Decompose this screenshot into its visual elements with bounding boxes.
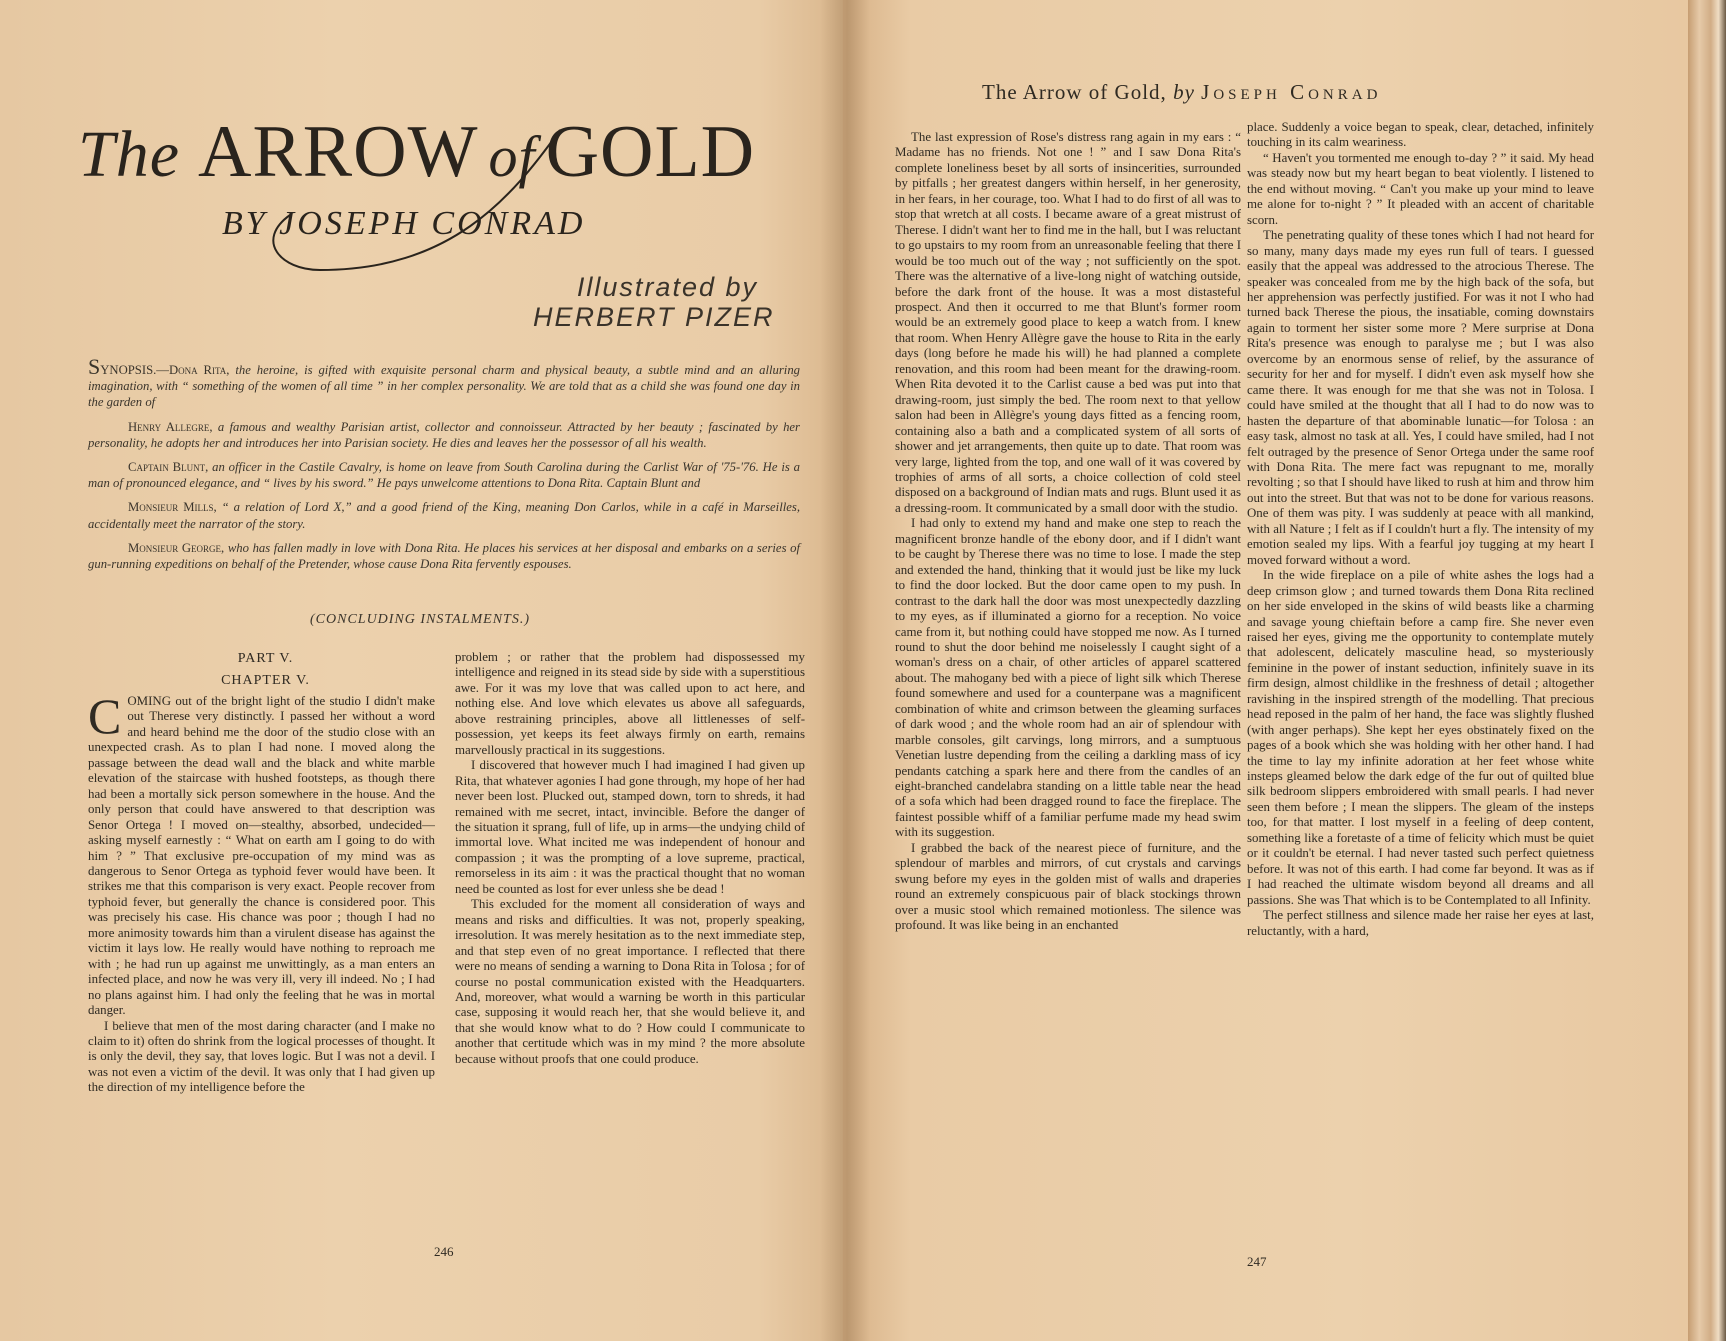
body-paragraph: The last expression of Rose's distress rang again in my ears : “ Madame has no friends. Not one ! ” and I saw Dona Rita's complete loneliness beset by all sorts of insincerities, surrounded by pitfalls ; her greatest dangers within herself, in her generosity, in her fears, in her courage, too. What I had to do first of all was to stop that wretch at all costs. I became aware of a great mistrust of Therese. I didn't want her to find me in the hall, but I was reluctant to go upstairs to my room from an unreasonable feeling that there I would be too much out of the way ; not sufficiently on the spot. There was the alternative of a live-long night of watching outside, before the dark front of the house. It was a most distasteful prospect. And then it occurred to me that Blunt's former room would be an extremely good place to keep a watch from. I knew that room. When Henry Allègre gave the house to Rita in the early days (long before he made his will) he had planned a complete renovation, and this room had been meant for the drawing-room. When Rita devoted it to the Carlist cause a bed was put into that drawing-room, just simply the bed. The room next to that yellow salon had been in Allègre's young days fitted as a fencing room, containing also a bath and a complicated system of all sorts of shower and jet arrangements, then quite up to date. That room was very large, lighted from the top, and one wall of it was covered by trophies of arms of all sorts, a choice collection of cold steel disposed on a background of Indian mats and rugs. Blunt used it as a dressing-room. It communicated by a small door with the studio. [895, 130, 1241, 515]
left-column-2 [455, 650, 805, 1234]
story-title [78, 112, 818, 192]
body-paragraph: The penetrating quality of these tones which I had not heard for so many, many days made my eyes run full of tears. I guessed easily that the appeal was addressed to the atrocious Therese. The speaker was concealed from me by the high back of the sofa, but her apprehension was perfectly justified. For was it not I who had turned back Therese the pious, the insatiable, coming downstairs again to torment her sister some more ? Mere surprise at Dona Rita's presence was enough to paralyse me ; but I was also overcome by an enormous sense of relief, by the assurance of security for her and for myself. I didn't even ask myself how she came there. It was enough for me that she was not in Tolosa. I could have smiled at the thought that all I had to do now was to hasten the departure of that abominable lunatic—for Tolosa : an easy task, almost no task at all. Yes, I could have smiled, had I not felt outraged by the presence of Senor Ortega under the same roof with Dona Rita. The mere fact was repugnant to me, morally revolting ; so that I should have liked to rush at him and throw him out into the street. But that was not to be done for various reasons. One of them was pity. I was suddenly at peace with all mankind, with all Nature ; I felt as if I couldn't hurt a fly. The intensity of my emotion sealed my lips. With a fearful joy tugging at my heart I moved forward without a word. [1247, 228, 1594, 567]
body-paragraph: I discovered that however much I had imagined I had given up Rita, that whatever agonies I had gone through, my hope of her had never been lost. Plucked out, stamped down, torn to shreds, it had remained with me secret, intact, invincible. Before the danger of the situation it sprang, full of life, up in arms—the undying child of immortal love. What incited me was independent of honour and compassion ; it was the prompting of a love supreme, practical, remorseless in its aim : it was the practical thought that no woman need be counted as lost for ever unless she be dead ! [455, 758, 805, 896]
title-gold: GOLD [545, 111, 756, 193]
synopsis-paragraph: Captain Blunt, an officer in the Castile Cavalry, is home on leave from South Carolina during the Carlist War of '75-'76. He is a man of pronounced elegance, and “ lives by his sword.” He pays unwelcome attentions to Dona Rita. Captain Blunt and [88, 460, 801, 491]
page-number-left: 246 [434, 1244, 454, 1259]
synopsis-paragraph: Monsieur Mills, “ a relation of Lord X,” and a good friend of the King, meaning Don Carlos, while in a café in Marseilles, accidentally meet the narrator of the story. [88, 500, 800, 531]
body-paragraph: I grabbed the back of the nearest piece of furniture, and the splendour of marbles and mirrors, of cut crystals and carvings swung before my eyes in the golden mist of walls and draperies round an extremely conspicuous pair of black stockings thrown over a music stool which remained motionless. The silence was profound. It was like being in an enchanted [895, 840, 1241, 933]
part-chapter-heading [88, 648, 443, 692]
author-byline: BY JOSEPH CONRAD [222, 205, 586, 242]
title-the: The [78, 118, 180, 191]
body-paragraph: I believe that men of the most daring character (and I make no claim to it) often do shrink from the logical processes of thought. It is only the devil, they say, that loves logic. But I was not a devil. I was not even a victim of the devil. It was only that I had given up the direction of my intelligence before the [88, 1018, 435, 1095]
right-column-1 [895, 130, 1241, 1260]
running-head-title: The Arrow of Gold, [982, 80, 1167, 104]
synopsis-paragraph: SYNOPSIS.—Dona Rita, the heroine, is gifted with exquisite personal charm and physical beauty, a subtle mind and an alluring imagination, with “ something of the women of all time ” in her complex personality. We are told that as a child she was found one day in the garden of [88, 354, 801, 410]
body-paragraph: I had only to extend my hand and make one step to reach the magnificent bronze handle of the ebony door, and if I didn't want to be caught by Therese there was no time to lose. I made the step and extended the hand, thinking that it would just be like my luck to find the door locked. But the door came open to my push. In contrast to the dark hall the door was most unexpectedly dazzling to my eyes, as if illuminated a giorno for a reception. No voice came from it, but nothing could have stopped me now. As I turned round to shut the door behind me noiselessly I caught sight of a woman's dress on a chair, of other articles of apparel scattered about. The mahogany bed with a piece of light silk which Therese found somewhere and used for a counterpane was a magnificent combination of white and crimson between the gleaming surfaces of dark wood ; and the whole room had an air of splendour with marble consoles, gilt carvings, long mirrors, and a sumptuous Venetian lustre depending from the ceiling a darkling mass of icy pendants catching a spark here and there from the candles of an eight-branched candelabra standing on a little table near the head of a sofa which had been dragged round to face the fireplace. The faintest possible whiff of a familiar perfume made my head swim with its suggestion. [895, 516, 1241, 840]
body-paragraph: problem ; or rather that the problem had dispossessed my intelligence and reigned in its stead side by side with a superstitious awe. For it was my love that was called upon to act here, and nothing else. And love which elevates us above all safeguards, above restraining principles, above all littlenesses of self-possession, yet keeps its feet always firmly on earth, remains marvellously practical in its suggestions. [455, 650, 805, 757]
instalment-note: (CONCLUDING INSTALMENTS.) [310, 612, 530, 627]
running-head [982, 80, 1381, 105]
title-arrow: ARROW [198, 111, 479, 193]
synopsis [88, 354, 801, 580]
illustrator-name: HERBERT PIZER [533, 302, 775, 332]
body-paragraph: This excluded for the moment all consideration of ways and means and risks and difficulties. It was not, properly speaking, irresolution. It was merely hesitation as to the next immediate step, and that step even of no great importance. I reflected that there were no means of sending a warning to Dona Rita in Tolosa ; for of course no postal communication existed with the Headquarters. And, moreover, what would a warning be worth in this particular case, supposing it would reach her, that she would believe it, and that she would know what to do ? How could I communicate to another that certitude which was in my mind ? the more absolute because without proofs that one could produce. [455, 897, 805, 1066]
book-gutter [820, 0, 870, 1341]
page-number-right: 247 [1247, 1254, 1267, 1269]
right-column-2 [1247, 120, 1594, 1260]
page-edges [1688, 0, 1726, 1341]
synopsis-paragraph: Monsieur George, who has fallen madly in love with Dona Rita. He places his services at her disposal and embarks on a series of gun-running expeditions on behalf of the Pretender, whose cause Dona Rita fervently espouses. [88, 540, 800, 572]
illustrator-credit [533, 272, 775, 332]
right-page [843, 0, 1688, 1341]
synopsis-paragraph: Henry Allegre, a famous and wealthy Parisian artist, collector and connoisseur. Attracted by her beauty ; fascinated by her personality, he adopts her and introduces her into Parisian society. He dies and leaves her the possessor of all his wealth. [88, 419, 800, 450]
running-head-by: by [1173, 80, 1195, 104]
body-paragraph: COMING out of the bright light of the studio I didn't make out Therese very distinctly. I passed her without a word and heard behind me the door of the studio close with an unexpected crash. As to plan I had none. I moved along the passage between the dead wall and the black and white marble elevation of the staircase with hushed footsteps, as though there had been a mortally sick person somewhere in the house. And the only person that could have answered to that description was Senor Ortega ! I moved on—stealthy, absorbed, undecided—asking myself earnestly : “ What on earth am I going to do with him ? ” That exclusive pre-occupation of my mind was as dangerous to Senor Ortega as typhoid fever would have been. It strikes me that this comparison is very exact. People recover from typhoid fever, but generally the chance is considered poor. This was precisely his case. His chance was poor ; though I had no more animosity towards him than a virulent disease has against the victim it lays low. He really would have nothing to reproach me with ; he had run up against me unwittingly, as a man enters an infected place, and now he was very ill, very ill indeed. No ; I had no plans against him. I had only the feeling that he was in mortal danger. [88, 694, 435, 1018]
body-paragraph: The perfect stillness and silence made her raise her eyes at last, reluctantly, with a hard, [1247, 908, 1594, 938]
part-heading: PART V. [237, 651, 294, 666]
illustrated-by-label: Illustrated by [576, 272, 758, 302]
drop-cap: C [88, 694, 122, 744]
title-of: of [488, 124, 536, 189]
left-column-1 [88, 694, 435, 1234]
body-paragraph: “ Haven't you tormented me enough to-day ? ” it said. My head was steady now but my heart began to beat violently. I listened to the end without moving. “ Can't you make up your mind to leave me alone for to-night ? ” It pleaded with an accent of charitable scorn. [1247, 150, 1594, 227]
chapter-heading: CHAPTER V. [221, 673, 310, 688]
running-head-author: Joseph Conrad [1201, 80, 1382, 104]
body-paragraph: place. Suddenly a voice began to speak, clear, detached, infinitely touching in its calm weariness. [1247, 120, 1594, 150]
body-paragraph: In the wide fireplace on a pile of white ashes the logs had a deep crimson glow ; and turned towards them Dona Rita reclined on her side enveloped in the skins of wild beasts like a charming and savage young chieftain before a camp fire. She never even raised her eyes, giving me the opportunity to contemplate mutely that adolescent, delicately masculine head, so mysteriously feminine in the power of instant seduction, infinitely suave in its firm design, almost childlike in the freshness of detail ; altogether ravishing in the inspired strength of the modelling. That precious head reposed in the palm of her hand, the face was slightly flushed (with anger perhaps). She kept her eyes obstinately fixed on the pages of a book which she was holding with her other hand. I had the time to lay my infinite adoration at her feet whose white insteps gleamed below the dark edge of the fur out of quilted blue silk bedroom slippers embroidered with small pearls. I had never seen them before ; I mean the slippers. The gleam of the insteps too, for that matter. I lost myself in a feeling of deep content, something like a foretaste of a time of felicity which must be quiet or it couldn't be eternal. I had never tasted such perfect quietness before. It was not of this earth. I had come far beyond. It was as if I had reached the ultimate wisdom beyond all dreams and all passions. She was That which is to be Contemplated to all Infinity. [1247, 568, 1594, 907]
left-page [0, 0, 843, 1341]
